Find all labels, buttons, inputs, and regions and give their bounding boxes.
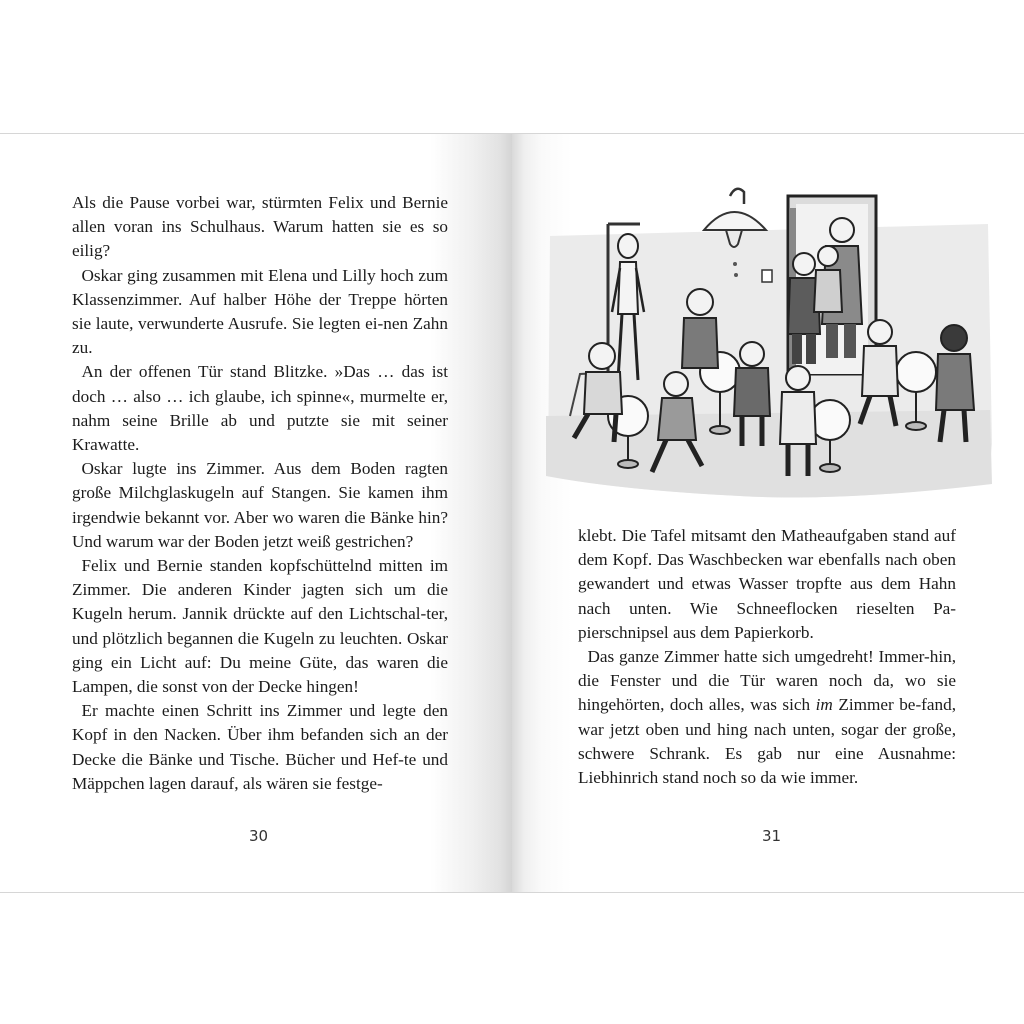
paragraph-text: Das ganze Zimmer hatte sich umgedreht! Immer-hin, die Fenster und die Tür waren noch da, wo sie hingehörten, doch alles, was sich — [578, 647, 956, 715]
right-page-text — [578, 524, 956, 790]
page-number: 30 — [249, 827, 269, 845]
page-number: 31 — [762, 827, 782, 845]
paragraph: Oskar ging zusammen mit Elena und Lilly hoch zum Klassenzimmer. Auf halber Höhe der Treppe hörten sie laute, verwunderte Ausrufe. Sie legten ei-nen Zahn zu. — [72, 265, 448, 358]
paragraph: Oskar lugte ins Zimmer. Aus dem Boden ragten große Milchglaskugeln auf Stangen. Sie kamen ihm irgendwie bekannt vor. Aber wo waren die Bänke hin? Und warum war der Boden jetzt weiß gestrichen? — [72, 459, 448, 551]
paragraph: Er machte einen Schritt ins Zimmer und legte den Kopf in den Nacken. Über ihm befanden sich an der Decke die Bänke und Tische. Bücher und Hef-te und Mäppchen lagen darauf, als wären sie festge- — [72, 701, 448, 793]
paragraph: klebt. Die Tafel mitsamt den Matheaufgaben stand auf dem Kopf. Das Waschbecken war ebenfalls nach oben gewandert und etwas Wasser tropfte aus dem Hahn nach unten. Wie Schneeflocken rieselten Pa-pierschnipsel aus dem Papierkorb. — [578, 526, 956, 642]
emphasized-word: im — [815, 695, 833, 715]
paragraph: Felix und Bernie standen kopfschüttelnd mitten im Zimmer. Die anderen Kinder jagten sich um die Kugeln herum. Jannik drückte auf den Lichtschal-ter, und plötzlich begannen die Kugeln zu leuchten. Oskar ging ein Licht auf: Du meine Güte, das waren die Lampen, die sonst von der Decke hingen! — [72, 556, 448, 697]
classroom-illustration — [540, 184, 998, 502]
right-page — [512, 134, 1024, 892]
paragraph: An der offenen Tür stand Blitzke. »Das … das ist doch … also … ich glaube, ich spinne«, murmelte er, nahm seine Brille ab und putzte sie mit seiner Krawatte. — [72, 362, 448, 455]
paragraph-text: Zimmer be-fand, war jetzt oben und hing nach unten, sogar der große, schwere Schrank. Es gab nur eine Ausnahme: Liebhinrich stand noch so da wie immer. — [578, 695, 956, 788]
paragraph — [578, 645, 956, 790]
left-page — [0, 134, 512, 892]
paragraph: Als die Pause vorbei war, stürmten Felix und Bernie allen voran ins Schulhaus. Warum hatten sie es so eilig? — [72, 193, 448, 261]
left-page-text — [72, 191, 448, 796]
book-spread — [0, 133, 1024, 893]
